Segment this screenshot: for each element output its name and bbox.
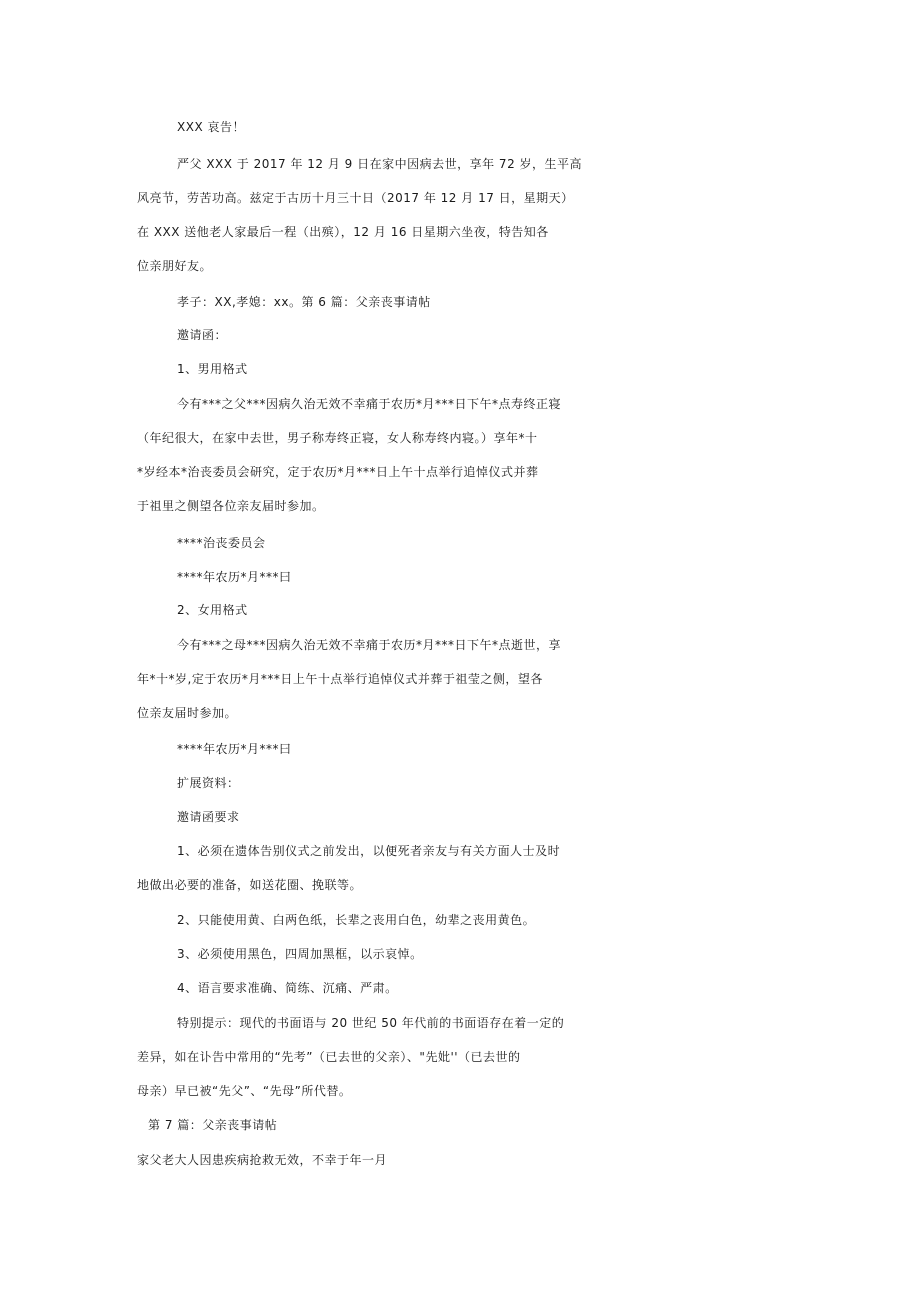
text-line: 风亮节，劳苦功高。兹定于古历十月三十日（2017 年 12 月 17 日，星期天） [137, 191, 574, 205]
text-line: 今有***之父***因病久治无效不幸痛于农历*月***日下午*点寿终正寝 [177, 397, 562, 411]
text-line: 1、必须在遗体告别仪式之前发出，以便死者亲友与有关方面人士及时 [177, 844, 561, 858]
text-line: ****治丧委员会 [177, 536, 266, 550]
text-line: 3、必须使用黑色，四周加黑框，以示哀悼。 [177, 947, 423, 961]
text-line: 邀请函要求 [177, 810, 240, 824]
text-line: 4、语言要求准确、简练、沉痛、严肃。 [177, 981, 398, 995]
text-line: 差异，如在讣告中常用的“先考”（已去世的父亲）、"先妣''（已去世的 [137, 1050, 521, 1064]
text-line: （年纪很大，在家中去世，男子称寿终正寝，女人称寿终内寝。）享年*十 [137, 431, 538, 445]
text-line: *岁经本*治丧委员会研究，定于农历*月***日上午十点举行追悼仪式并葬 [137, 465, 539, 479]
text-line: 扩展资料： [177, 776, 240, 790]
text-line: 于祖里之侧望各位亲友届时参加。 [137, 499, 325, 513]
text-line: 年*十*岁,定于农历*月***日上午十点举行追悼仪式并葬于祖莹之侧，望各 [137, 672, 543, 686]
text-line: 位亲友届时参加。 [137, 706, 238, 720]
text-line: 邀请函： [177, 328, 228, 342]
text-line: 特别提示：现代的书面语与 20 世纪 50 年代前的书面语存在着一定的 [177, 1016, 565, 1030]
text-line: 位亲朋好友。 [137, 259, 213, 273]
text-line: 在 XXX 送他老人家最后一程（出殡），12 月 16 日星期六坐夜，特告知各 [137, 225, 549, 239]
text-line: 今有***之母***因病久治无效不幸痛于农历*月***日下午*点逝世，享 [177, 638, 562, 652]
text-line: 1、男用格式 [177, 362, 248, 376]
text-line: XXX 哀告！ [177, 120, 245, 134]
text-line: 母亲）早已被“先父”、“先母”所代替。 [137, 1084, 352, 1098]
text-line: ****年农历*月***曰 [177, 570, 292, 584]
text-line: 地做出必要的准备，如送花圈、挽联等。 [137, 878, 363, 892]
text-line: 家父老大人因患疾病抢救无效，不幸于年一月 [137, 1153, 388, 1167]
text-line: 2、只能使用黄、白两色纸，长辈之丧用白色，幼辈之丧用黄色。 [177, 913, 536, 927]
text-line: 孝子：XX,孝媳：xx。第 6 篇：父亲丧事请帖 [177, 295, 431, 309]
text-line: 严父 XXX 于 2017 年 12 月 9 日在家中因病去世，享年 72 岁，生平高 [177, 157, 583, 171]
text-line: ****年农历*月***曰 [177, 742, 292, 756]
text-line: 第 7 篇：父亲丧事请帖 [148, 1118, 278, 1132]
text-line: 2、女用格式 [177, 603, 248, 617]
